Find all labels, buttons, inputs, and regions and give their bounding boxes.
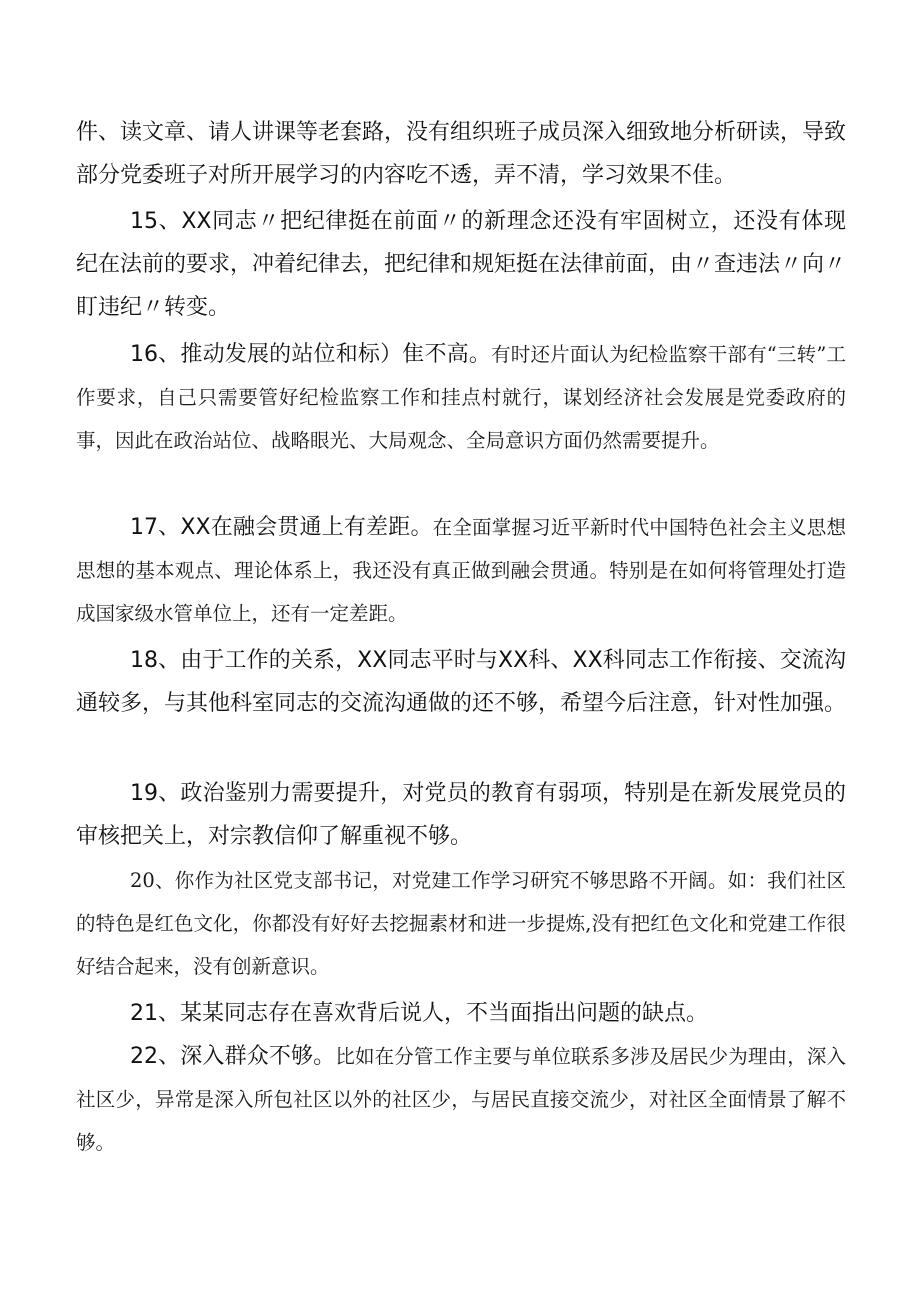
- paragraph-continuation: 件、读文章、请人讲课等老套路，没有组织班子成员深入细致地分析研读，导致部分党委班子对所开展学习的内容吃不透，弄不清，学习效果不佳。: [76, 120, 847, 188]
- paragraph-22: [76, 1035, 846, 1164]
- paragraph-19: 19、政治鉴别力需要提升，对党员的教育有弱项，特别是在新发展党员的审核把关上，对宗教信仰了解重视不够。: [76, 781, 846, 849]
- paragraph-16: [76, 333, 846, 462]
- paragraph-21: 21、某某同志存在喜欢背后说人，不当面指出问题的缺点。: [130, 1001, 708, 1026]
- paragraph-22-heading: 22、深入群众不够。: [130, 1044, 336, 1069]
- paragraph-17-heading: 17、XX在融会贯通上有差距。: [130, 515, 433, 540]
- paragraph-16-heading: 16、推动发展的站位和标）隹不高。: [130, 342, 492, 367]
- paragraph-16-body: 有时还片面认为纪检监察干部有“三转”工作要求，自己只需要管好纪检监察工作和挂点村就行，谋划经济社会发展是党委政府的事，因此在政治站位、战略眼光、大局观念、全局意识方面仍然需要提升。: [76, 343, 846, 452]
- paragraph-18: 18、由于工作的关系，XX同志平时与XX科、XX科同志工作衔接、交流沟通较多，与其他科室同志的交流沟通做的还不够，希望今后注意，针对性加强。: [76, 648, 847, 716]
- paragraph-22-body: 比如在分管工作主要与单位联系多涉及居民少为理由，深入社区少，异常是深入所包社区以外的社区少，与居民直接交流少，对社区全面情景了解不够。: [76, 1045, 846, 1154]
- paragraph-15: 15、XX同志〃把纪律挺在前面〃的新理念还没有牢固树立，还没有体现纪在法前的要求，冲着纪律去，把纪律和规矩挺在法律前面，由〃查违法〃向〃盯违纪〃转变。: [76, 209, 847, 320]
- paragraph-17: [76, 506, 846, 635]
- paragraph-20: 20、你作为社区党支部书记，对党建工作学习研究不够思路不开阔。如：我们社区的特色是红色文化，你都没有好好去挖掘素材和进一步提炼,没有把红色文化和党建工作很好结合起来，没有创新意识。: [76, 869, 846, 978]
- paragraph-17-body: 在全面掌握习近平新时代中国特色社会主义思想思想的基本观点、理论体系上，我还没有真正做到融会贯通。特别是在如何将管理处打造成国家级水管单位上，还有一定差距。: [76, 516, 846, 625]
